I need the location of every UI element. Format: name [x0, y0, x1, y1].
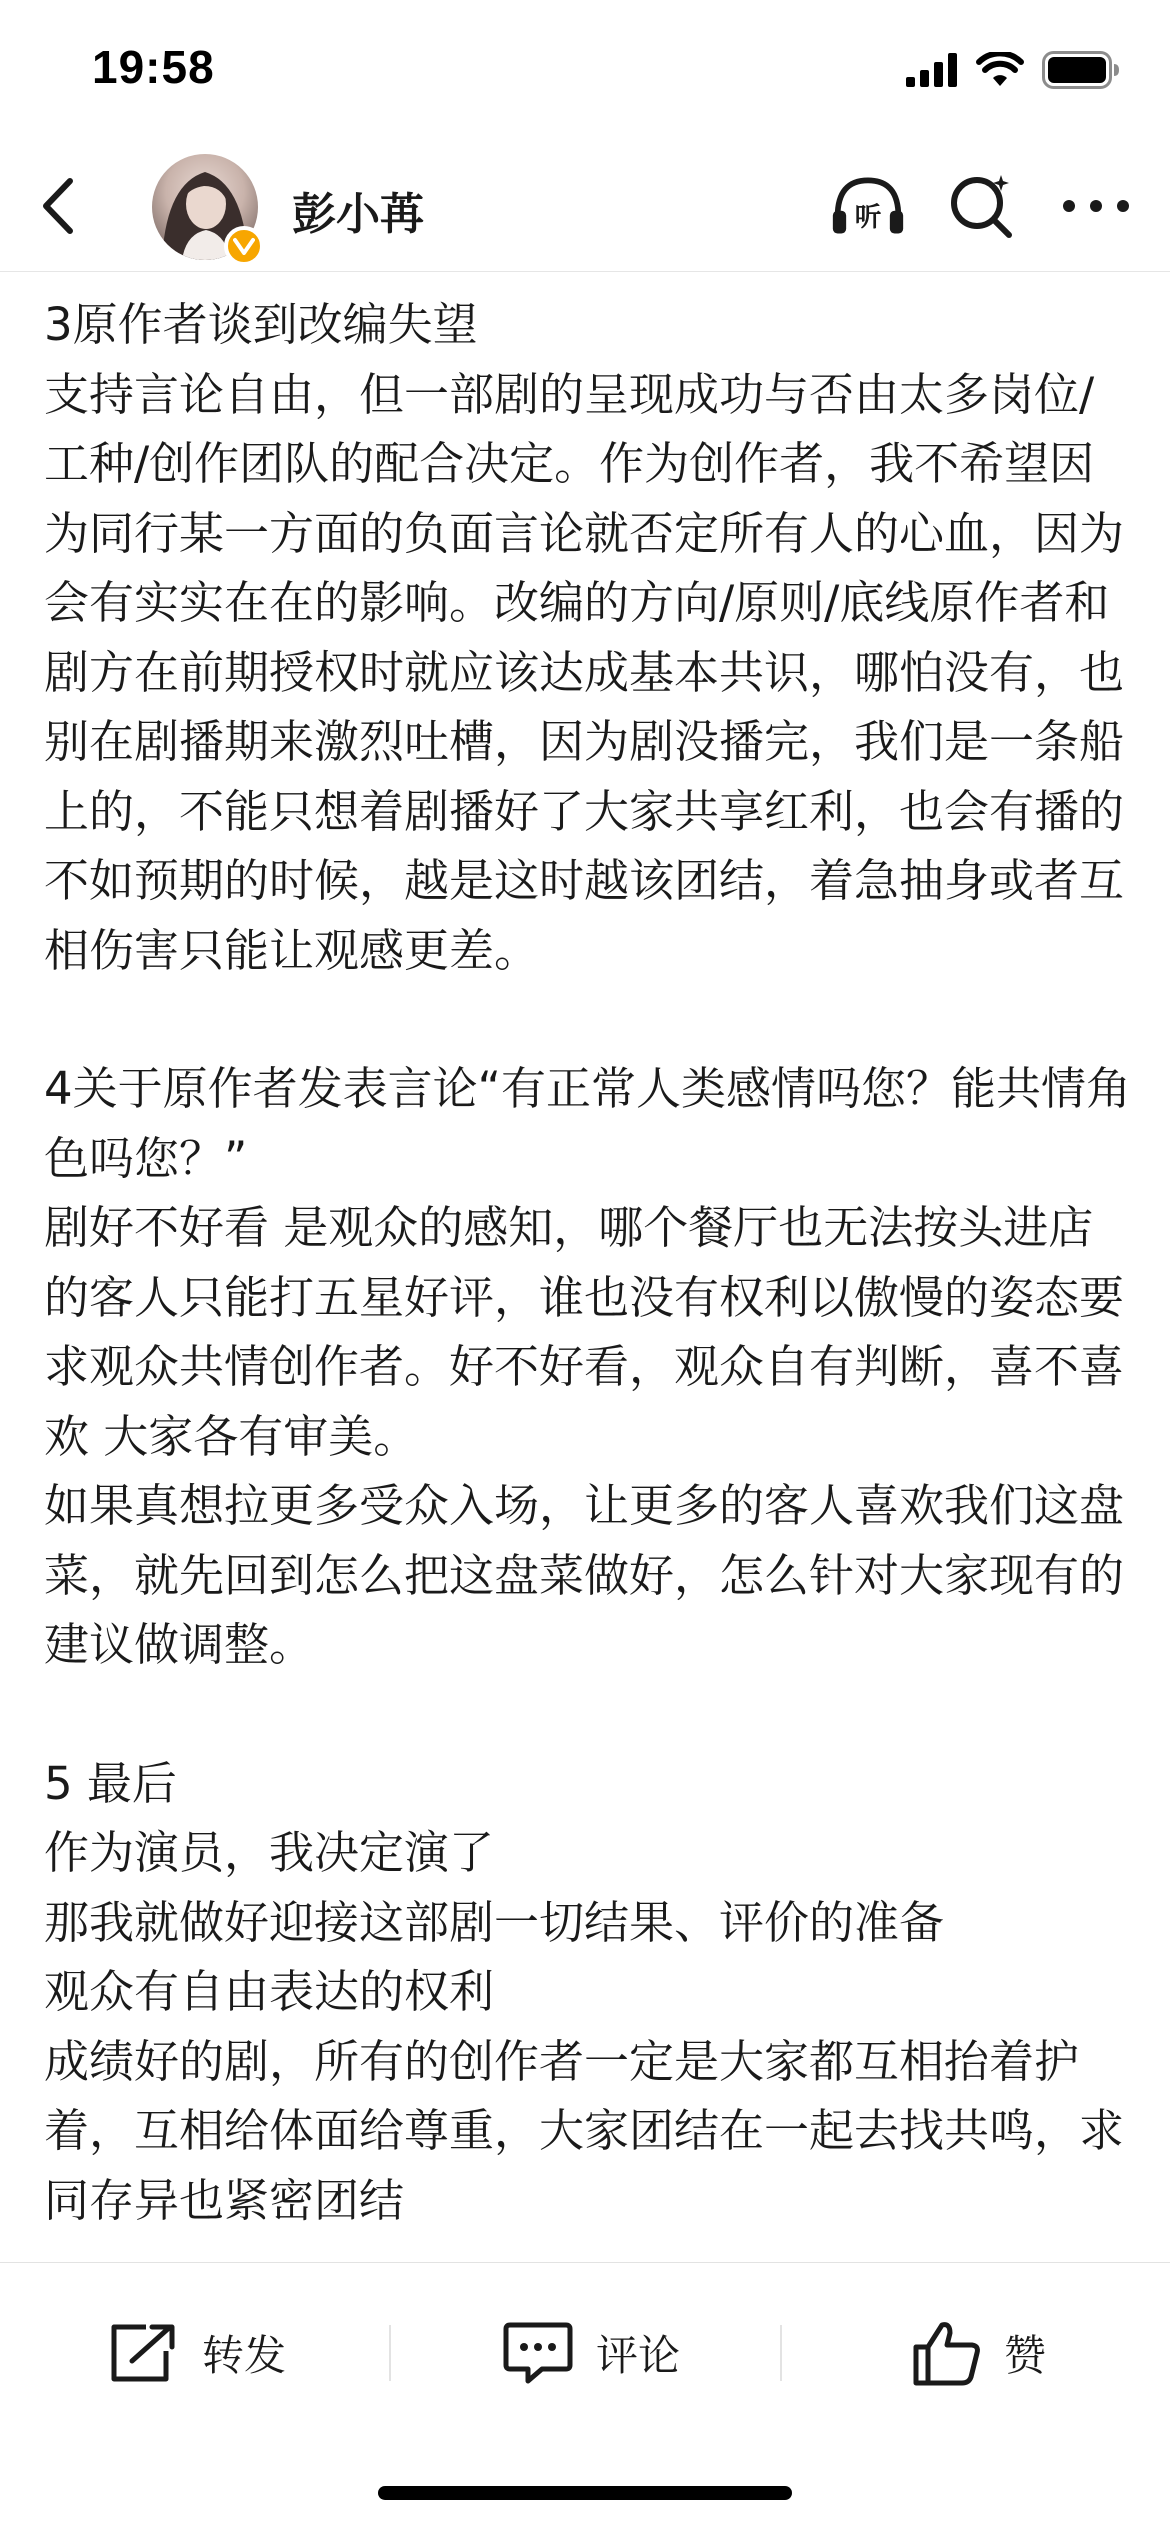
more-button[interactable] [1058, 170, 1134, 242]
action-divider [389, 2325, 391, 2381]
action-divider [780, 2325, 782, 2381]
like-button[interactable] [912, 2313, 1046, 2393]
verified-badge-icon [224, 226, 264, 266]
header-actions [830, 170, 1134, 242]
comment-label: 评论 [596, 2331, 681, 2380]
post-paragraph: 4关于原作者发表言论“有正常人类感情吗您？能共情角色吗您？” [44, 1062, 1131, 1185]
search-icon [947, 171, 1017, 241]
search-button[interactable] [944, 170, 1020, 242]
post-paragraph: 支持言论自由，但一部剧的呈现成功与否由太多岗位/工种/创作团队的配合决定。作为创作者，我不希望因为同行某一方面的负面言论就否定所有人的心血，因为会有实实在在的影响。改编的方向/原则/底线原作者和剧方在前期授权时就应该达成基本共识，哪怕没有，也别在剧播期来激烈吐槽，因为剧没播完，我们是一条船上的，不能只想着剧播好了大家共享红利，也会有播的不如预期的时候，越是这时越该团结，着急抽身或者互相伤害只能让观感更差。 [44, 367, 1125, 977]
back-button[interactable] [28, 170, 88, 242]
like-label: 赞 [1004, 2331, 1047, 2380]
post-paragraph: 那我就做好迎接这部剧一切结果、评价的准备 [44, 1895, 945, 1949]
post-paragraph: 剧好不好看 是观众的感知，哪个餐厅也无法按头进店的客人只能打五星好评，谁也没有权利以傲慢的姿态要求观众共情创作者。好不好看，观众自有判断，喜不喜欢 大家各有审美。 [44, 1201, 1125, 1463]
paragraph-gap [44, 1680, 1134, 1749]
thumbs-up-icon [912, 2319, 982, 2387]
status-icons [906, 52, 1120, 92]
username[interactable]: 彭小苒 [292, 189, 424, 240]
post-paragraph: 作为演员，我决定演了 [44, 1826, 495, 1879]
post-paragraph: 观众有自由表达的权利 [44, 1965, 495, 2018]
chevron-left-icon [40, 177, 76, 235]
share-icon [108, 2321, 180, 2385]
battery-icon [1042, 51, 1120, 93]
status-time: 19:58 [92, 41, 215, 93]
post-paragraph: 3原作者谈到改编失望 [44, 298, 478, 351]
wifi-icon [976, 52, 1024, 92]
post-paragraph: 5 最后 [44, 1756, 177, 1810]
listen-button[interactable] [830, 170, 906, 242]
status-bar [0, 0, 1170, 140]
comment-icon [502, 2319, 574, 2387]
post-header [0, 140, 1170, 272]
listen-headphones-icon [830, 171, 906, 241]
signal-icon [906, 53, 958, 91]
avatar[interactable] [152, 154, 262, 264]
more-icon [1061, 198, 1131, 214]
post-content [44, 290, 1134, 2262]
repost-button[interactable] [108, 2313, 286, 2393]
paragraph-gap [44, 985, 1134, 1054]
repost-label: 转发 [202, 2331, 287, 2380]
home-indicator [378, 2486, 792, 2500]
listen-label: 听 [854, 201, 882, 233]
post-paragraph: 成绩好的剧，所有的创作者一定是大家都互相抬着护着，互相给体面给尊重，大家团结在一起去找共鸣，求同存异也紧密团结 [44, 2034, 1125, 2227]
comment-button[interactable] [502, 2313, 680, 2393]
post-paragraph: 如果真想拉更多受众入场，让更多的客人喜欢我们这盘菜，就先回到怎么把这盘菜做好，怎么针对大家现有的建议做调整。 [44, 1479, 1125, 1671]
